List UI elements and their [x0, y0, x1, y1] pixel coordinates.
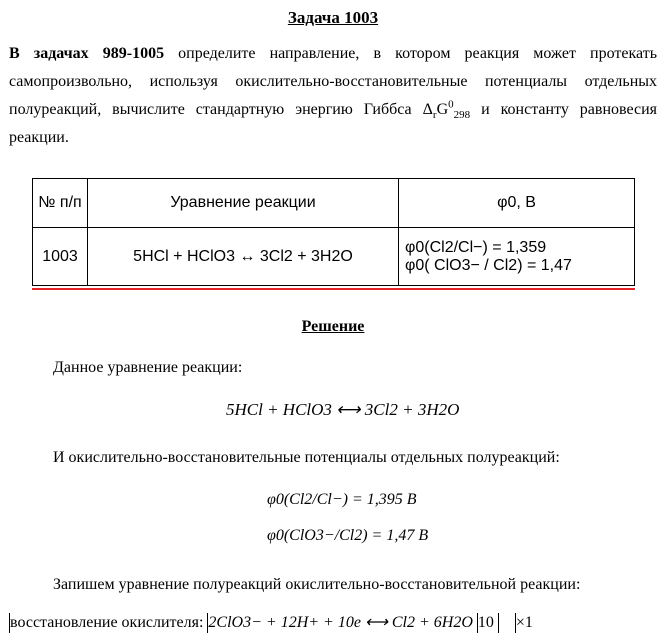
delta-subscript: r	[432, 109, 437, 122]
factor: ×1	[515, 614, 533, 631]
row-potentials	[399, 228, 635, 286]
potential-formula-1: φ0(Cl2/Cl−) = 1,395 В	[267, 491, 417, 508]
half-reaction-equation: 2ClO3− + 12H+ + 10e ⟷ Cl2 + 6H2O	[208, 614, 473, 631]
intro-text-2: и константу равновесия реакции.	[9, 101, 658, 146]
table-bottom-redline	[32, 288, 635, 290]
reaction-intro-text: Данное уравнение реакции:	[53, 359, 243, 376]
task-description	[9, 40, 657, 152]
task-range-bold: В задачах 989-1005	[9, 45, 165, 62]
half-reaction-label: восстановление окислителя:	[10, 614, 204, 631]
gibbs-g: G	[436, 101, 449, 118]
header-number: № п/п	[33, 179, 88, 228]
task-title: Задача 1003	[287, 8, 379, 27]
intro-text-1: определите направление, в котором реакция может протекать самопроизвольно, используя окислительно-восстановительные потенциалы отдельных полуреакций, вычислите стандартную энергию Гиббса Δ	[9, 45, 658, 118]
header-equation: Уравнение реакции	[88, 179, 399, 228]
half-reaction-line	[9, 612, 533, 633]
table-header-row	[33, 179, 635, 228]
gibbs-superscript: 0	[448, 98, 454, 111]
row-number: 1003	[33, 228, 88, 286]
row-equation: 5HCl + HClO3 ↔ 3Cl2 + 3H2O	[88, 228, 399, 286]
row-potential-1: φ0(Cl2/Cl−) = 1,359	[405, 238, 547, 256]
potential-formula-2: φ0(ClO3−/Cl2) = 1,47 В	[267, 527, 429, 544]
reaction-formula: 5HCl + HClO3 ⟷ 3Cl2 + 3H2O	[226, 400, 460, 419]
solution-heading: Решение	[301, 318, 365, 335]
gibbs-subscript: 298	[453, 109, 471, 122]
half-reactions-intro-text: Запишем уравнение полуреакций окислительно-восстановительной реакции:	[53, 576, 581, 593]
electron-count: 10	[477, 614, 494, 631]
task-table	[32, 178, 635, 286]
table-row	[33, 228, 635, 286]
header-potential: φ0, В	[399, 179, 635, 228]
potentials-intro-text: И окислительно-восстановительные потенциалы отдельных полуреакций:	[53, 449, 560, 466]
row-potential-2: φ0( ClO3− / Cl2) = 1,47	[405, 256, 572, 274]
factor-bar	[498, 613, 499, 633]
